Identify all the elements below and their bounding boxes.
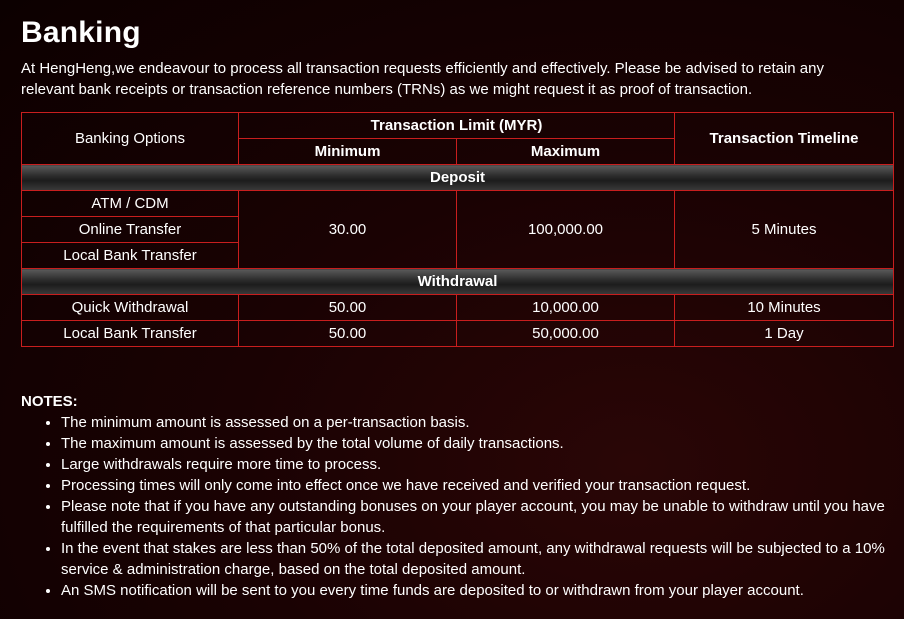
withdrawal-minimum: 50.00: [239, 295, 457, 321]
table-header-row: [22, 113, 894, 139]
deposit-timeline: 5 Minutes: [675, 191, 894, 269]
notes-list: [21, 412, 893, 601]
deposit-option-online: Online Transfer: [22, 217, 239, 243]
list-item: • Large withdrawals require more time to process.: [61, 454, 893, 475]
list-item: • Processing times will only come into effect once we have received and verified your transaction request.: [61, 475, 893, 496]
banking-table: [21, 112, 894, 347]
withdrawal-maximum: 50,000.00: [457, 321, 675, 347]
header-maximum: Maximum: [457, 139, 675, 165]
withdrawal-option: Local Bank Transfer: [22, 321, 239, 347]
list-item: • The minimum amount is assessed on a per-transaction basis.: [61, 412, 893, 433]
deposit-minimum: 30.00: [239, 191, 457, 269]
page-title: Banking: [21, 16, 141, 49]
withdrawal-maximum: 10,000.00: [457, 295, 675, 321]
list-item: • In the event that stakes are less than 50% of the total deposited amount, any withdrawal requests will be subjected to a 10% service & administration charge, based on the total deposited amount.: [61, 538, 893, 580]
withdrawal-timeline: 1 Day: [675, 321, 894, 347]
deposit-option-local-bank: Local Bank Transfer: [22, 243, 239, 269]
intro-text: At HengHeng,we endeavour to process all transaction requests efficiently and effectively. Please be advised to retain any relevant bank receipts or transaction reference numbers (TRNs) as we might request it as proof of transaction.: [21, 60, 824, 98]
banking-page: [21, 14, 893, 601]
table-row: [22, 191, 894, 217]
header-transaction-timeline: Transaction Timeline: [675, 113, 894, 165]
header-transaction-limit: Transaction Limit (MYR): [239, 113, 675, 139]
list-item: • An SMS notification will be sent to you every time funds are deposited to or withdrawn from your player account.: [61, 580, 893, 601]
deposit-section-row: [22, 165, 894, 191]
withdrawal-timeline: 10 Minutes: [675, 295, 894, 321]
header-minimum: Minimum: [239, 139, 457, 165]
table-row: [22, 295, 894, 321]
table-row: [22, 321, 894, 347]
deposit-maximum: 100,000.00: [457, 191, 675, 269]
withdrawal-option: Quick Withdrawal: [22, 295, 239, 321]
withdrawal-section-label: Withdrawal: [22, 269, 894, 295]
notes-title: NOTES:: [21, 393, 78, 410]
notes-section: [21, 391, 893, 601]
header-banking-options: Banking Options: [22, 113, 239, 165]
withdrawal-minimum: 50.00: [239, 321, 457, 347]
deposit-option-atm: ATM / CDM: [22, 191, 239, 217]
list-item: • Please note that if you have any outstanding bonuses on your player account, you may be unable to withdraw until you have fulfilled the requirements of that particular bonus.: [61, 496, 893, 538]
deposit-section-label: Deposit: [22, 165, 894, 191]
list-item: • The maximum amount is assessed by the total volume of daily transactions.: [61, 433, 893, 454]
withdrawal-section-row: [22, 269, 894, 295]
